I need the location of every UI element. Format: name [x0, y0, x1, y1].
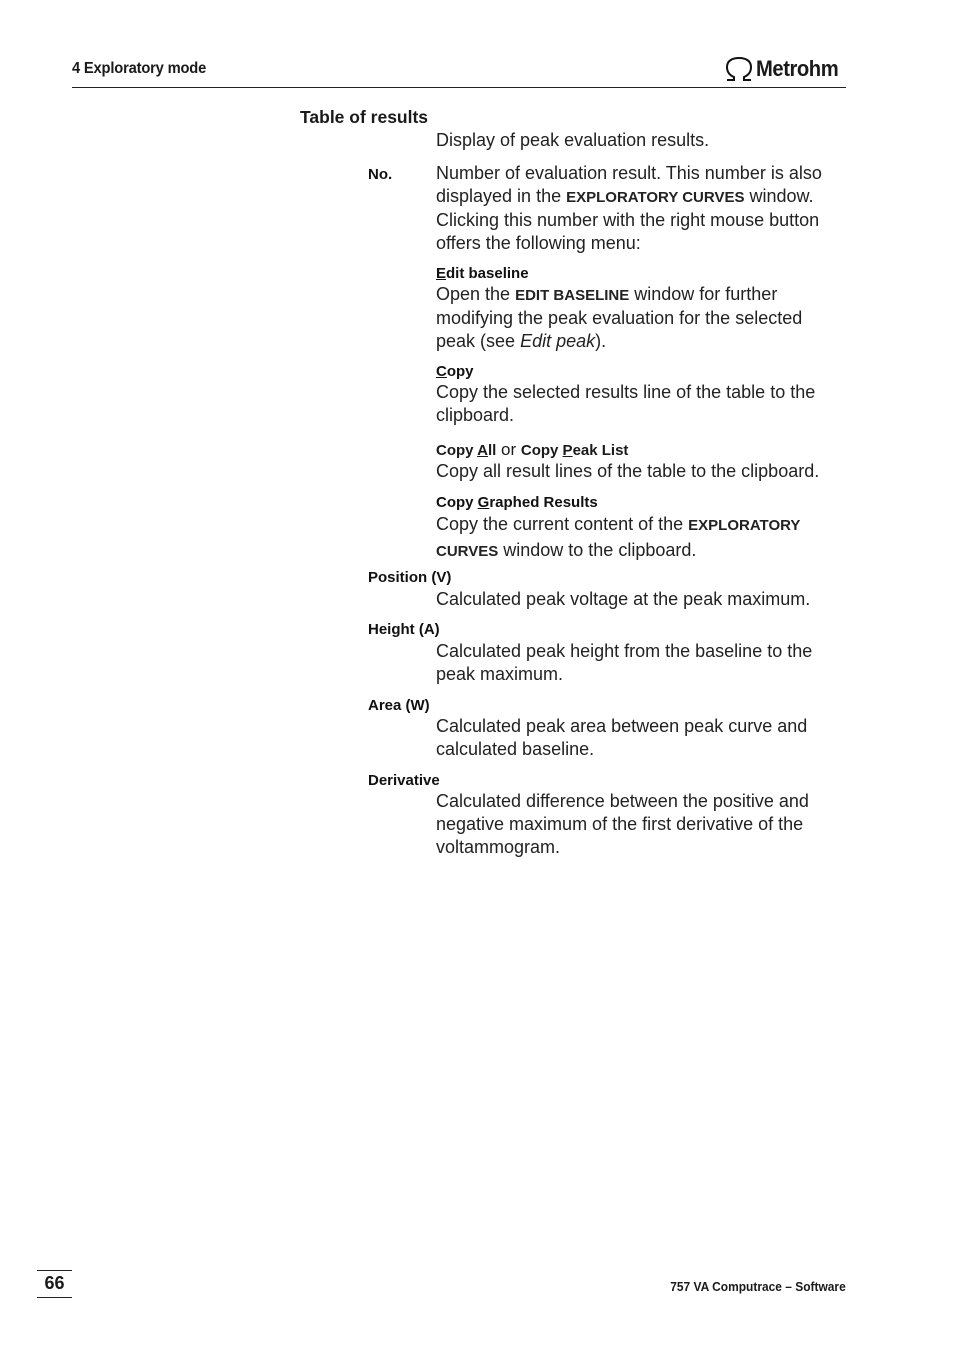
metrohm-logo [724, 55, 845, 83]
desc-derivative: Calculated difference between the positive and negative maximum of the first derivative of the voltammogram. [436, 791, 809, 857]
omega-icon [724, 56, 754, 82]
header-rule [72, 87, 846, 88]
logo-text: Metrohm [756, 56, 839, 81]
intro-text: Display of peak evaluation results. [436, 130, 710, 150]
section-title: 4 Exploratory mode [72, 60, 207, 77]
desc-position: Calculated peak voltage at the peak maximum. [436, 589, 811, 609]
desc-area: Calculated peak area between peak curve and calculated baseline. [436, 716, 808, 759]
desc-copy: Copy the selected results line of the table to the clipboard. [436, 382, 816, 425]
term-area: Area (W) [368, 697, 430, 714]
menu-copy-graphed: Copy Graphed Results [436, 494, 598, 511]
term-position: Position (V) [368, 569, 452, 586]
desc-edit-baseline: Open the EDIT BASELINE window for further modifying the peak evaluation for the selected peak (see Edit peak). [436, 284, 803, 351]
desc-copy-graphed: Copy the current content of the EXPLORATORY CURVES window to the clipboard. [436, 514, 801, 560]
desc-no: Number of evaluation result. This number is also displayed in the EXPLORATORY CURVES window. Clicking this number with the right mouse button offers the following menu: [436, 163, 822, 253]
term-derivative: Derivative [368, 772, 440, 789]
menu-copy: Copy [436, 363, 474, 380]
page-number: 66 [44, 1273, 65, 1293]
page-title: Table of results [300, 107, 429, 127]
term-height: Height (A) [368, 621, 440, 638]
desc-copy-all: Copy all result lines of the table to the clipboard. [436, 461, 820, 481]
page-number-rule-bottom [37, 1297, 72, 1298]
product-name: 757 VA Computrace – Software [670, 1279, 846, 1294]
menu-copy-all: Copy All or Copy Peak List [436, 440, 629, 459]
page-number-rule-top [37, 1270, 72, 1271]
menu-edit-baseline: Edit baseline [436, 265, 529, 282]
term-no: No. [368, 166, 393, 183]
desc-height: Calculated peak height from the baseline to the peak maximum. [436, 641, 813, 684]
